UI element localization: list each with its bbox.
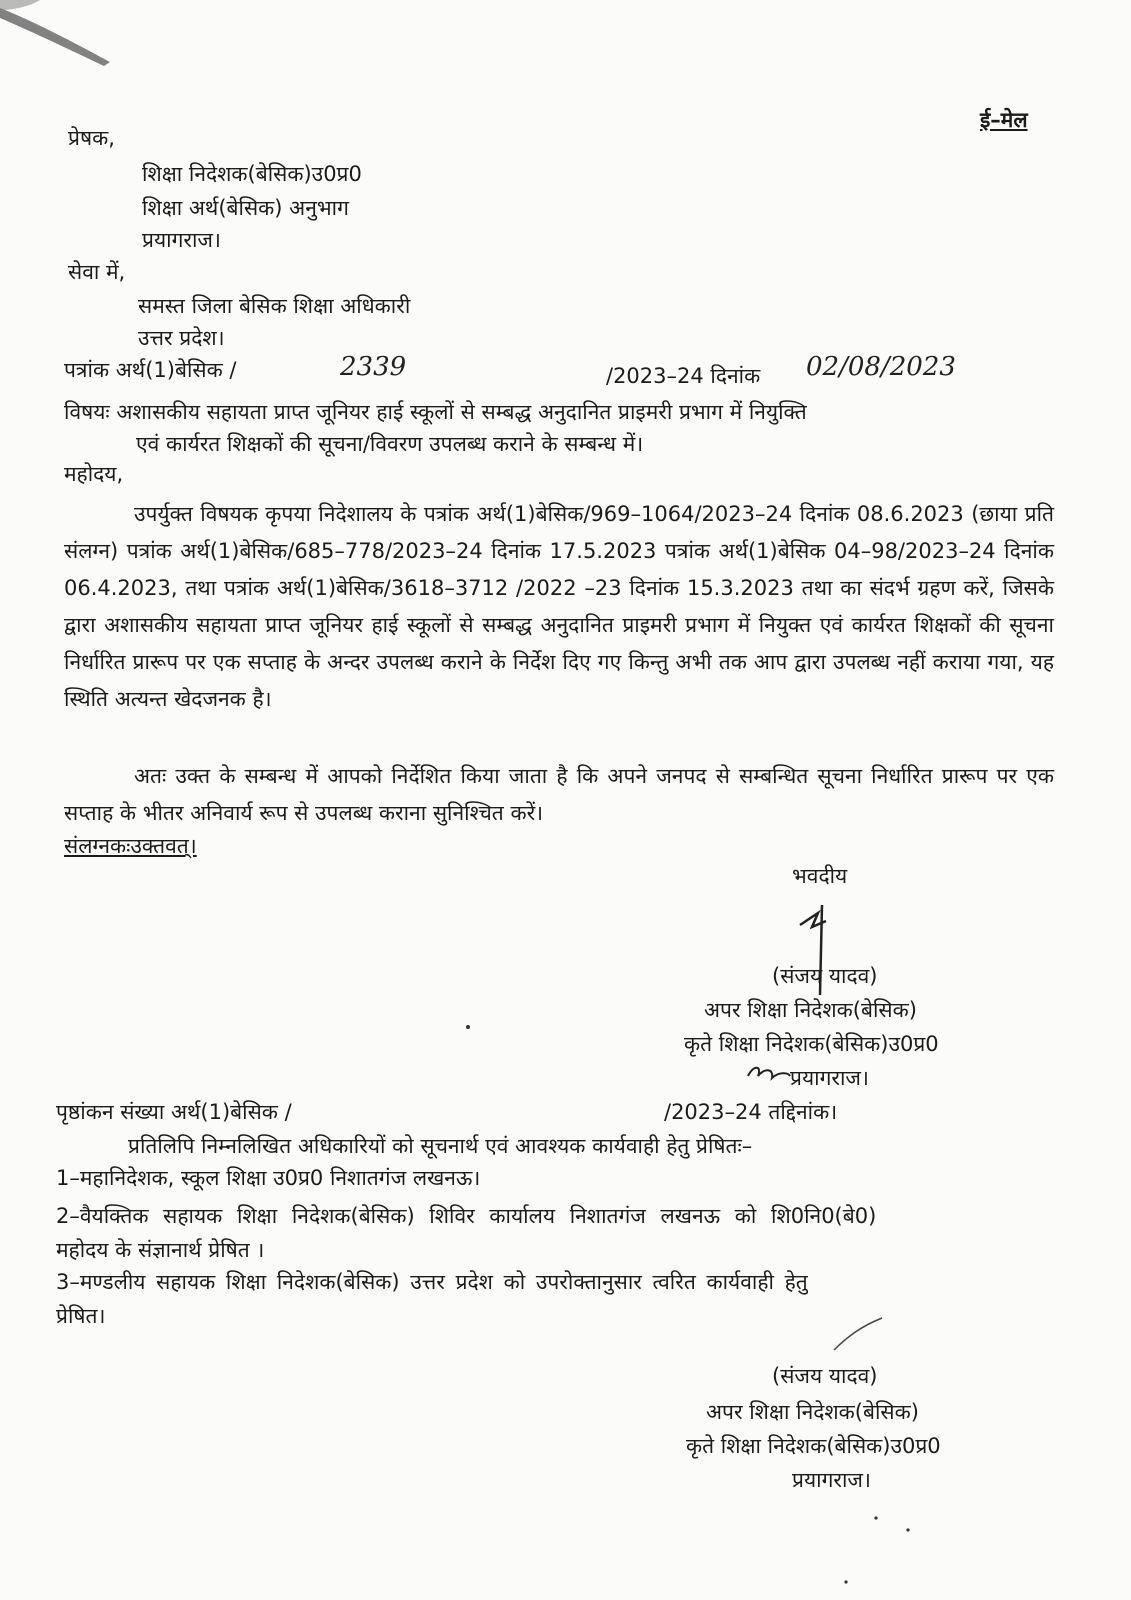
enclosure-note: संलग्नकःउक्तवत्। bbox=[64, 834, 197, 858]
recipient-label: सेवा में, bbox=[68, 260, 126, 284]
recipient-line: समस्त जिला बेसिक शिक्षा अधिकारी bbox=[138, 294, 411, 318]
signatory-name: (संजय यादव) bbox=[772, 1364, 878, 1388]
salutation: महोदय, bbox=[64, 462, 124, 486]
signatory-on-behalf: कृते शिक्षा निदेशक(बेसिक)उ0प्र0 bbox=[686, 1434, 941, 1458]
body-paragraph: अतः उक्त के सम्बन्ध में आपको निर्देशित किया जाता है कि अपने जनपद से सम्बन्धित सूचना निर्धारित प्रारूप पर एक सप्ताह के भीतर अनिवार्य रूप से उपलब्ध कराना सुनिश्चित करें। bbox=[64, 764, 1054, 825]
signatory-designation: अपर शिक्षा निदेशक(बेसिक) bbox=[706, 1400, 919, 1424]
signatory-place: प्रयागराज। bbox=[790, 1066, 869, 1090]
endorsement-date: /2023–24 तद्दिनांक। bbox=[664, 1100, 838, 1124]
email-label: ई–मेल bbox=[980, 108, 1028, 132]
closing: भवदीय bbox=[792, 864, 848, 888]
sender-label: प्रेषक, bbox=[68, 126, 115, 150]
sender-line: शिक्षा निदेशक(बेसिक)उ0प्र0 bbox=[142, 162, 362, 186]
copy-item-continued: प्रेषित। bbox=[56, 1304, 106, 1328]
endorsement-intro: प्रतिलिपि निम्नलिखित अधिकारियों को सूचनार्थ एवं आवश्यक कार्यवाही हेतु प्रेषितः– bbox=[128, 1134, 753, 1158]
copy-item: 2–वैयक्तिक सहायक शिक्षा निदेशक(बेसिक) शिविर कार्यालय निशातगंज लखनऊ को शि0नि0(बे0) bbox=[56, 1204, 877, 1228]
endorsement-prefix: पृष्ठांकन संख्या अर्थ(1)बेसिक / bbox=[56, 1100, 292, 1124]
reference-prefix: पत्रांक अर्थ(1)बेसिक / bbox=[64, 358, 237, 382]
sender-line: शिक्षा अर्थ(बेसिक) अनुभाग bbox=[142, 196, 349, 220]
signatory-place: प्रयागराज। bbox=[792, 1468, 871, 1492]
body-paragraph: उपर्युक्त विषयक कृपया निदेशालय के पत्रांक अर्थ(1)बेसिक/969–1064/2023–24 दिनांक 08.6.2023 (छाया प्रति संलग्न) पत्रांक अर्थ(1)बेसिक/685–778/2023–24 दिनांक 17.5.2023 पत्रांक अर्थ(1)बेसिक 04–98/2023–24 दिनांक 06.4.2023, तथा पत्रांक अर्थ(1)बेसिक/3618–3712 /2022 –23 दिनांक 15.3.2023 तथा का संदर्भ ग्रहण करें, जिसके द्वारा अशासकीय सहायता प्राप्त जूनियर हाई स्कूलों से सम्बद्ध अनुदानित प्राइमरी प्रभाग में नियुक्त एवं कार्यरत शिक्षकों की सूचना निर्धारित प्रारूप पर एक सप्ताह के अन्दर उपलब्ध कराने के निर्देश दिए गए किन्तु अभी तक आप द्वारा उपलब्ध नहीं कराया गया, यह स्थिति अत्यन्त खेदजनक है। bbox=[64, 502, 1054, 711]
reference-number: 2339 bbox=[340, 352, 407, 382]
reference-date: 02/08/2023 bbox=[806, 352, 956, 382]
sender-line: प्रयागराज। bbox=[142, 228, 221, 252]
copy-item: 3–मण्डलीय सहायक शिक्षा निदेशक(बेसिक) उत्तर प्रदेश को उपरोक्तानुसार त्वरित कार्यवाही हेतु bbox=[56, 1270, 808, 1294]
recipient-line: उत्तर प्रदेश। bbox=[138, 326, 225, 350]
signatory-name: (संजय यादव) bbox=[772, 964, 878, 988]
subject-line: एवं कार्यरत शिक्षकों की सूचना/विवरण उपलब्ध कराने के सम्बन्ध में। bbox=[136, 432, 644, 456]
signatory-designation: अपर शिक्षा निदेशक(बेसिक) bbox=[704, 998, 917, 1022]
copy-item: 1–महानिदेशक, स्कूल शिक्षा उ0प्र0 निशातगंज लखनऊ। bbox=[56, 1166, 481, 1190]
copy-item-continued: महोदय के संज्ञानार्थ प्रेषित । bbox=[56, 1238, 265, 1262]
subject-line: विषयः अशासकीय सहायता प्राप्त जूनियर हाई स्कूलों से सम्बद्ध अनुदानित प्राइमरी प्रभाग में नियुक्ति bbox=[64, 400, 807, 424]
signatory-on-behalf: कृते शिक्षा निदेशक(बेसिक)उ0प्र0 bbox=[684, 1032, 939, 1056]
reference-year: /2023–24 दिनांक bbox=[606, 364, 761, 388]
